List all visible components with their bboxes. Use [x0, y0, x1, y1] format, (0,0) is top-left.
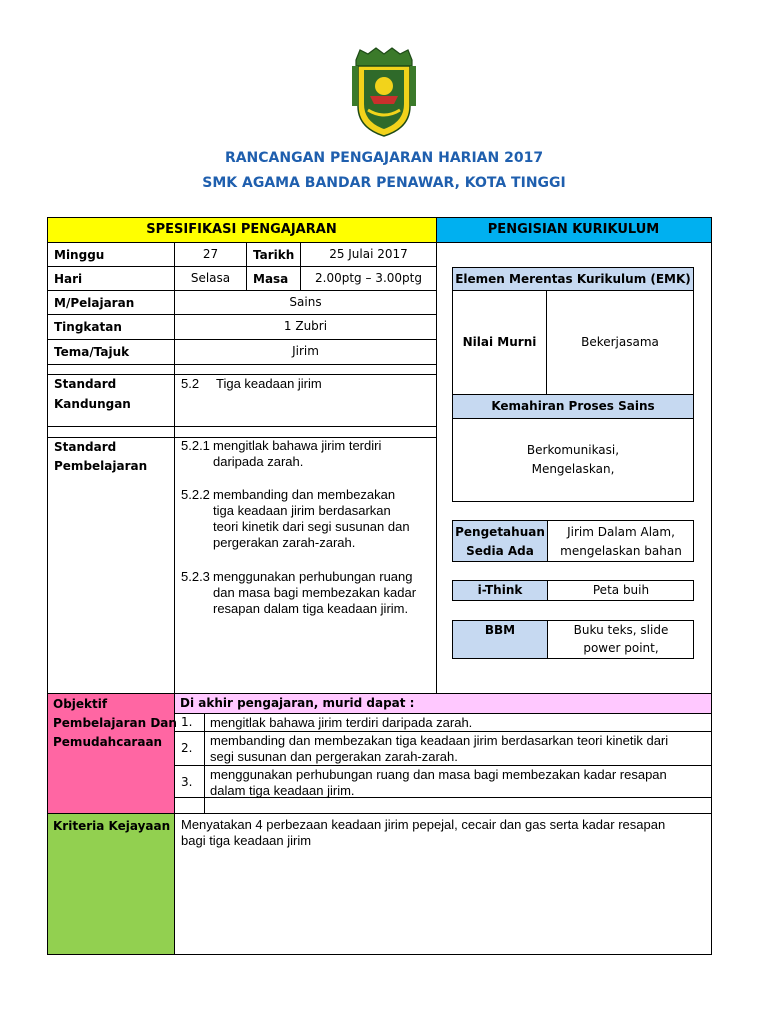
bbm-value-1: Buku teks, slide	[573, 623, 669, 637]
mpelajaran-value: Sains	[289, 294, 322, 309]
nilai-murni-value: Bekerjasama	[581, 335, 659, 349]
sp1-line-2: daripada zarah.	[213, 454, 304, 469]
standard-pembelajaran-label-1: Standard	[54, 440, 117, 454]
header-title-1: RANCANGAN PENGAJARAN HARIAN 2017	[224, 150, 544, 166]
kps-line-2: Mengelaskan,	[531, 462, 615, 476]
sp1-line-1: mengitlak bahawa jirim terdiri	[213, 438, 382, 453]
kps-title: Kemahiran Proses Sains	[452, 394, 694, 419]
school-crest-logo	[350, 46, 418, 138]
sp2-line-3: teori kinetik dari segi susunan dan	[213, 519, 410, 534]
standard-kandungan-text: Tiga keadaan jirim	[216, 376, 322, 391]
standard-pembelajaran-label-2: Pembelajaran	[54, 459, 148, 473]
right-heading: PENGISIAN KURIKULUM	[436, 217, 711, 242]
sp3-number: 5.2.3	[181, 569, 210, 584]
objektif-label-2: Pembelajaran Dan	[53, 716, 177, 730]
objektif-item-2-number: 2.	[181, 741, 193, 755]
objektif-item-3-line-2: dalam tiga keadaan jirim.	[210, 783, 355, 798]
objektif-item-2-line-1: membanding dan membezakan tiga keadaan jirim berdasarkan teori kinetik dari	[210, 733, 669, 748]
psa-value-2: mengelaskan bahan	[560, 544, 682, 558]
tema-label: Tema/Tajuk	[54, 345, 130, 359]
psa-label-2: Sedia Ada	[466, 544, 534, 558]
objektif-item-3-line-1: menggunakan perhubungan ruang dan masa bagi membezakan kadar resapan	[210, 767, 667, 782]
tarikh-value: 25 Julai 2017	[329, 246, 408, 261]
masa-value: 2.00ptg – 3.00ptg	[315, 270, 422, 285]
sp3-line-3: resapan dalam tiga keadaan jirim.	[213, 601, 409, 616]
sp2-line-2: tiga keadaan jirim berdasarkan	[213, 503, 391, 518]
objektif-label-1: Objektif	[53, 697, 108, 711]
objektif-item-1-number: 1.	[181, 715, 193, 729]
sp3-line-2: dan masa bagi membezakan kadar	[213, 585, 417, 600]
kriteria-label: Kriteria Kejayaan	[53, 819, 171, 833]
bbm-value-2: power point,	[583, 641, 659, 655]
standard-kandungan-label-1: Standard	[54, 377, 117, 391]
header-title-2: SMK AGAMA BANDAR PENAWAR, KOTA TINGGI	[202, 175, 566, 191]
kriteria-label-cell	[47, 813, 174, 954]
objektif-intro: Di akhir pengajaran, murid dapat :	[180, 696, 415, 710]
psa-value-1: Jirim Dalam Alam,	[567, 525, 675, 539]
objektif-label-3: Pemudahcaraan	[53, 735, 163, 749]
kps-box	[452, 418, 694, 502]
tarikh-label: Tarikh	[253, 248, 295, 262]
ithink-label: i-Think	[453, 581, 547, 600]
bbm-label: BBM	[453, 621, 547, 658]
objektif-item-3-number: 3.	[181, 775, 193, 789]
kps-line-1: Berkomunikasi,	[526, 443, 620, 457]
tingkatan-value: 1 Zubri	[283, 319, 328, 333]
masa-label: Masa	[253, 272, 289, 286]
minggu-label: Minggu	[54, 248, 105, 262]
kriteria-line-2: bagi tiga keadaan jirim	[181, 833, 312, 848]
sp3-line-1: menggunakan perhubungan ruang	[213, 569, 413, 584]
psa-label-1: Pengetahuan	[455, 525, 545, 539]
ithink-value: Peta buih	[592, 583, 650, 597]
nilai-murni-label: Nilai Murni	[462, 335, 537, 349]
left-heading: SPESIFIKASI PENGAJARAN	[47, 217, 436, 242]
emk-title: Elemen Merentas Kurikulum (EMK)	[452, 267, 694, 291]
minggu-value: 27	[202, 246, 219, 261]
mpelajaran-label: M/Pelajaran	[54, 296, 135, 310]
standard-kandungan-label-2: Kandungan	[54, 397, 131, 411]
sp1-number: 5.2.1	[181, 438, 210, 453]
hari-label: Hari	[54, 272, 83, 286]
kriteria-line-1: Menyatakan 4 perbezaan keadaan jirim pepejal, cecair dan gas serta kadar resapan	[181, 817, 666, 832]
sp2-line-1: membanding dan membezakan	[213, 487, 396, 502]
objektif-item-1-text: mengitlak bahawa jirim terdiri daripada zarah.	[210, 715, 473, 730]
sp2-number: 5.2.2	[181, 487, 210, 502]
sp2-line-4: pergerakan zarah-zarah.	[213, 535, 356, 550]
objektif-item-2-line-2: segi susunan dan pergerakan zarah-zarah.	[210, 749, 458, 764]
tema-value: Jirim	[292, 344, 319, 358]
tingkatan-label: Tingkatan	[54, 320, 122, 334]
standard-kandungan-number: 5.2	[181, 376, 200, 391]
hari-value: Selasa	[190, 270, 231, 285]
